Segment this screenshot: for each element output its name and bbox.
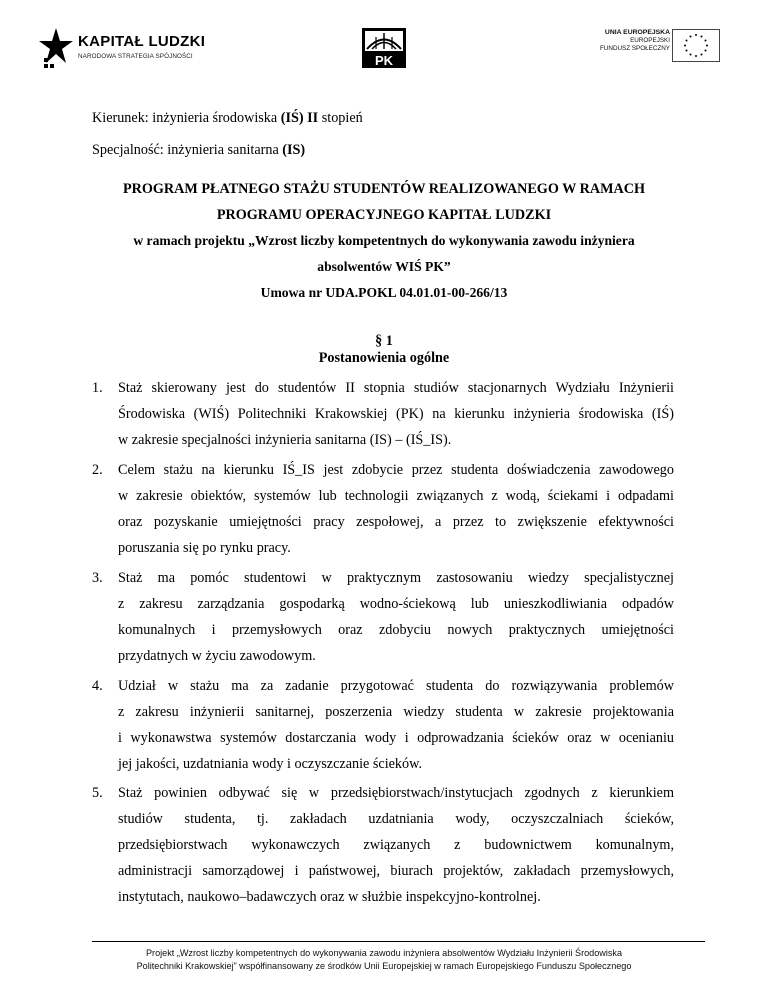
eu-line-1: UNIA EUROPEJSKA <box>604 29 670 36</box>
eu-text-block <box>600 29 670 54</box>
pk-logo <box>358 24 410 72</box>
item-3-line: komunalnych i przemysłowych oraz zdobyciu nowych praktycznych umiejętności <box>118 622 674 638</box>
eu-flag-icon <box>672 29 720 62</box>
specjalnosc-value: inżynieria sanitarna <box>167 142 279 158</box>
kierunek-code: (IŚ) II <box>280 110 319 126</box>
item-2-line: oraz pozyskanie umiejętności pracy zespołowej, a przez to zwiększenie efektywności <box>118 514 674 530</box>
item-4-line: i wykonawstwa systemów dostarczania wody i odprowadzania ścieków oraz w ocenianiu <box>118 730 674 746</box>
eu-line-3: FUNDUSZ SPOŁECZNY <box>600 45 670 53</box>
footer-line-2: Politechniki Krakowskiej” współfinansowany ze środków Unii Europejskiej w ramach Europejskiego Funduszu Społecznego <box>136 961 632 971</box>
item-2-line: Celem stażu na kierunku IŚ_IS jest zdobycie przez studenta doświadczenia zawodowego <box>118 462 674 478</box>
item-number: 3. <box>92 570 103 586</box>
kierunek-line <box>92 110 363 127</box>
title-line-3: w ramach projektu „Wzrost liczby kompetentnych do wykonywania zawodu inżyniera <box>133 233 635 248</box>
item-5-line: administracji samorządowej i państwowej, biurach projektów, zakładach przemysłowych, <box>118 863 674 879</box>
item-1-line: w zakresie specjalności inżynieria sanitarna (IS) – (IŚ_IS). <box>118 432 452 448</box>
item-5-line: studiów studenta, tj. zakładach uzdatniania wody, oczyszczalniach ścieków, <box>118 811 674 827</box>
kierunek-suffix: stopień <box>321 110 363 126</box>
kapital-ludzki-subtitle: NARODOWA STRATEGIA SPÓJNOŚCI <box>78 53 193 60</box>
item-2-line: w zakresie obiektów, systemów lub technologii związanych z wodą, ściekami i odpadami <box>118 488 674 504</box>
kapital-ludzki-logo <box>38 26 206 72</box>
footer-divider <box>92 941 705 942</box>
item-number: 1. <box>92 380 103 396</box>
footer-line-1: Projekt „Wzrost liczby kompetentnych do wykonywania zawodu inżyniera absolwentów Wydziału Inżynierii Środowiska <box>145 948 623 958</box>
item-1-line: Staż skierowany jest do studentów II stopnia studiów stacjonarnych Wydziału Inżynierii <box>118 380 674 396</box>
item-5-line: przedsiębiorstwach wykonawczych związanych z budownictwem komunalnym, <box>118 837 674 853</box>
title-line-1: PROGRAM PŁATNEGO STAŻU STUDENTÓW REALIZOWANEGO W RAMACH <box>122 181 646 197</box>
title-line-4: absolwentów WIŚ PK” <box>317 259 451 274</box>
kierunek-value: inżynieria środowiska <box>152 110 278 126</box>
specjalnosc-label: Specjalność: <box>92 142 164 158</box>
section-heading: Postanowienia ogólne <box>318 350 450 366</box>
item-1-line: Środowiska (WIŚ) Politechniki Krakowskiej (PK) na kierunku inżynieria środowiska (IŚ) <box>118 406 674 422</box>
item-4-line: Udział w stażu ma za zadanie przygotować studenta do rozwiązywania problemów <box>118 678 674 694</box>
svg-text:PK: PK <box>374 53 394 68</box>
eu-line-2: EUROPEJSKI <box>630 37 670 45</box>
star-figure-icon <box>38 26 74 70</box>
item-4-line: jej jakości, uzdatniania wody i oczyszczanie ścieków. <box>118 756 422 772</box>
item-3-line: przydatnych w życiu zawodowym. <box>118 648 316 664</box>
item-number: 2. <box>92 462 103 478</box>
specjalnosc-code: (IS) <box>282 142 306 158</box>
contract-number: Umowa nr UDA.POKL 04.01.01-00-266/13 <box>260 285 508 300</box>
item-2-line: poruszania się po rynku pracy. <box>118 540 291 556</box>
item-5-line: Staż powinien odbywać się w przedsiębiorstwach/instytucjach zgodnych z kierunkiem <box>118 785 674 801</box>
item-4-line: z zakresu inżynierii sanitarnej, poszerzenia wiedzy studenta w zakresie projektowania <box>118 704 674 720</box>
item-number: 4. <box>92 678 103 694</box>
section-number: § 1 <box>375 333 393 349</box>
kapital-ludzki-title: KAPITAŁ LUDZKI <box>78 33 206 50</box>
pk-emblem-icon <box>358 24 410 72</box>
item-5-line: instytutach, naukowo–badawczych oraz w służbie inspekcyjno-kontrolnej. <box>118 889 541 905</box>
item-3-line: z zakresu zarządzania gospodarką wodno-ściekową lub unieszkodliwiania odpadów <box>118 596 674 612</box>
item-number: 5. <box>92 785 103 801</box>
item-3-line: Staż ma pomóc studentowi w praktycznym zastosowaniu wiedzy specjalistycznej <box>118 570 674 586</box>
title-line-2: PROGRAMU OPERACYJNEGO KAPITAŁ LUDZKI <box>216 207 552 223</box>
specjalnosc-line <box>92 142 305 159</box>
kierunek-label: Kierunek: <box>92 110 149 126</box>
